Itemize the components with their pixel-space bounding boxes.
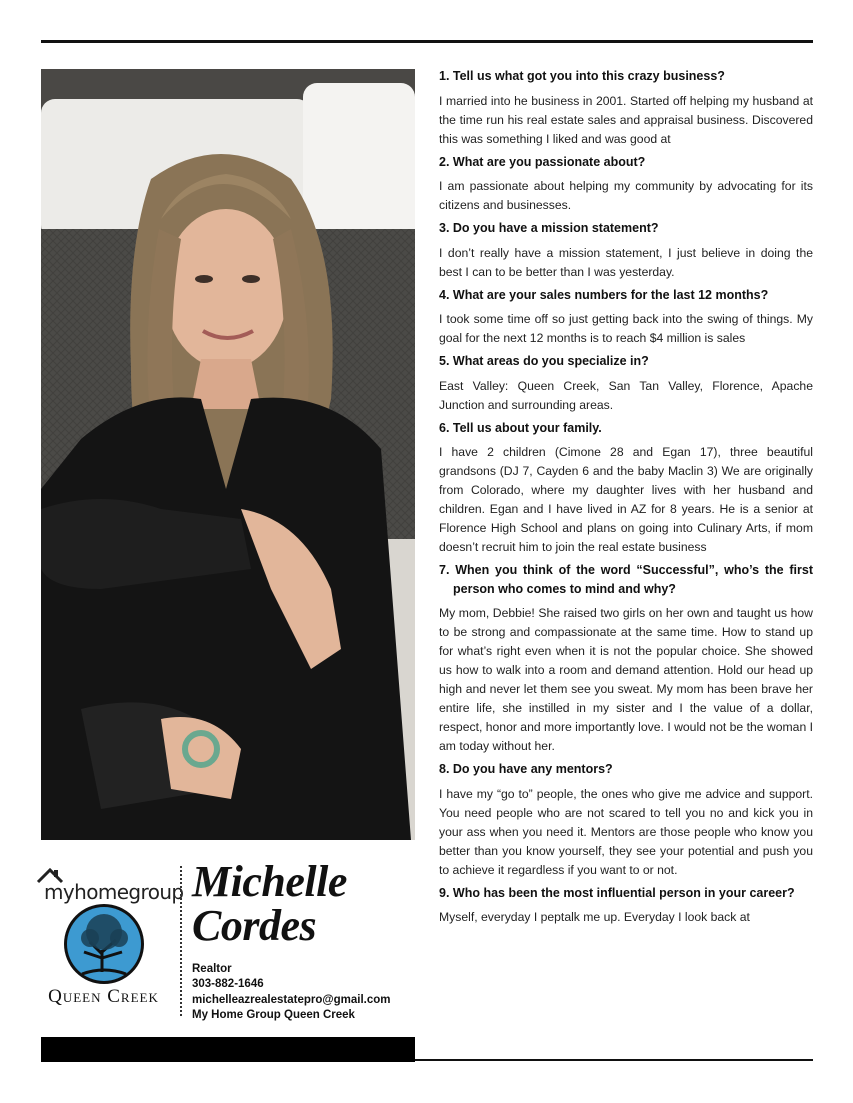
qa-item (439, 419, 813, 558)
qa-item (439, 561, 813, 756)
agent-title: Realtor (192, 963, 232, 975)
question: 6. Tell us about your family. (439, 420, 602, 435)
agent-contact-card (192, 857, 414, 1023)
top-rule (41, 40, 813, 43)
answer: East Valley: Queen Creek, San Tan Valley, Florence, Apache Junction and surrounding areas. (439, 378, 813, 412)
question: 1. Tell us what got you into this crazy business? (439, 69, 725, 83)
brand-block (36, 862, 184, 1012)
tree-seal-icon (62, 902, 146, 986)
qa-item (439, 286, 813, 349)
agent-first-name: Michelle (192, 857, 347, 906)
qa-item (439, 219, 813, 282)
qa-item (439, 884, 813, 928)
answer: Myself, everyday I peptalk me up. Everyday I look back at (439, 910, 750, 924)
company-logo (36, 866, 184, 904)
question: 3. Do you have a mission statement? (439, 221, 659, 235)
seal-city-name: Queen Creek (48, 986, 159, 1007)
qa-item (439, 760, 813, 880)
question: 8. Do you have any mentors? (439, 762, 613, 776)
answer: I have my “go to” people, the ones who give me advice and support. You need people who are not scared to tell you no and kick you in your ass when you need it. Mentors are those people who know you better than you know yourself, they see your potential and push you to achieve it regardless if you want to or not. (439, 786, 813, 877)
answer: I don’t really have a mission statement, I just believe in doing the best I can to be better than I was yesterday. (439, 245, 813, 279)
agent-phone: 303-882-1646 (192, 978, 264, 991)
footer-bar (41, 1037, 415, 1062)
interview-column (439, 67, 813, 931)
question: 7. When you think of the word “Successful”, who’s the first person who comes to mind and why? (439, 563, 813, 596)
logo-text: myhomegroup (44, 880, 184, 904)
question: 9. Who has been the most influential person in your career? (439, 885, 795, 900)
agent-company: My Home Group Queen Creek (192, 1008, 355, 1021)
qa-item (439, 153, 813, 216)
answer: I took some time off so just getting back into the swing of things. My goal for the next 12 months is to reach $4 million is sales (439, 312, 813, 345)
question: 4. What are your sales numbers for the last 12 months? (439, 287, 769, 302)
question: 5. What areas do you specialize in? (439, 354, 649, 368)
answer: I am passionate about helping my community by advocating for its citizens and businesses. (439, 179, 813, 212)
branding-divider (180, 866, 182, 1016)
answer: My mom, Debbie! She raised two girls on her own and taught us how to be strong and compassionate at the same time. How to stand up for what’s right even when it is not the popular choice. She showed us how to walk into a room and demand attention. Hold our head up high and never let them see you sweat. My mom has been brave her entire life, she instilled in my sister and I the value of a dollar, respect, honor and more importantly love. I would not be the woman I am today without her. (439, 606, 813, 753)
bottom-rule (415, 1059, 813, 1061)
agent-email: michelleazrealestatepro@gmail.com (192, 993, 391, 1006)
qa-item (439, 352, 813, 415)
qa-item (439, 67, 813, 149)
answer: I have 2 children (Cimone 28 and Egan 17), three beautiful grandsons (DJ 7, Cayden 6 and the baby Maclin 3) We are originally from Colorado, where my daughter lives with her husband and children. Egan and I have lived in AZ for 8 years. He is a senior at Florence High School and plans on going into Culinary Arts, if mom doesn’t recruit him to join the real estate business (439, 445, 813, 554)
question: 2. What are you passionate about? (439, 154, 646, 169)
portrait-photo (41, 69, 415, 840)
agent-last-name: Cordes (192, 901, 317, 950)
answer: I married into he business in 2001. Started off helping my husband at the time run his real estate sales and appraisal business. Discovered this was something I liked and was good at (439, 93, 813, 146)
